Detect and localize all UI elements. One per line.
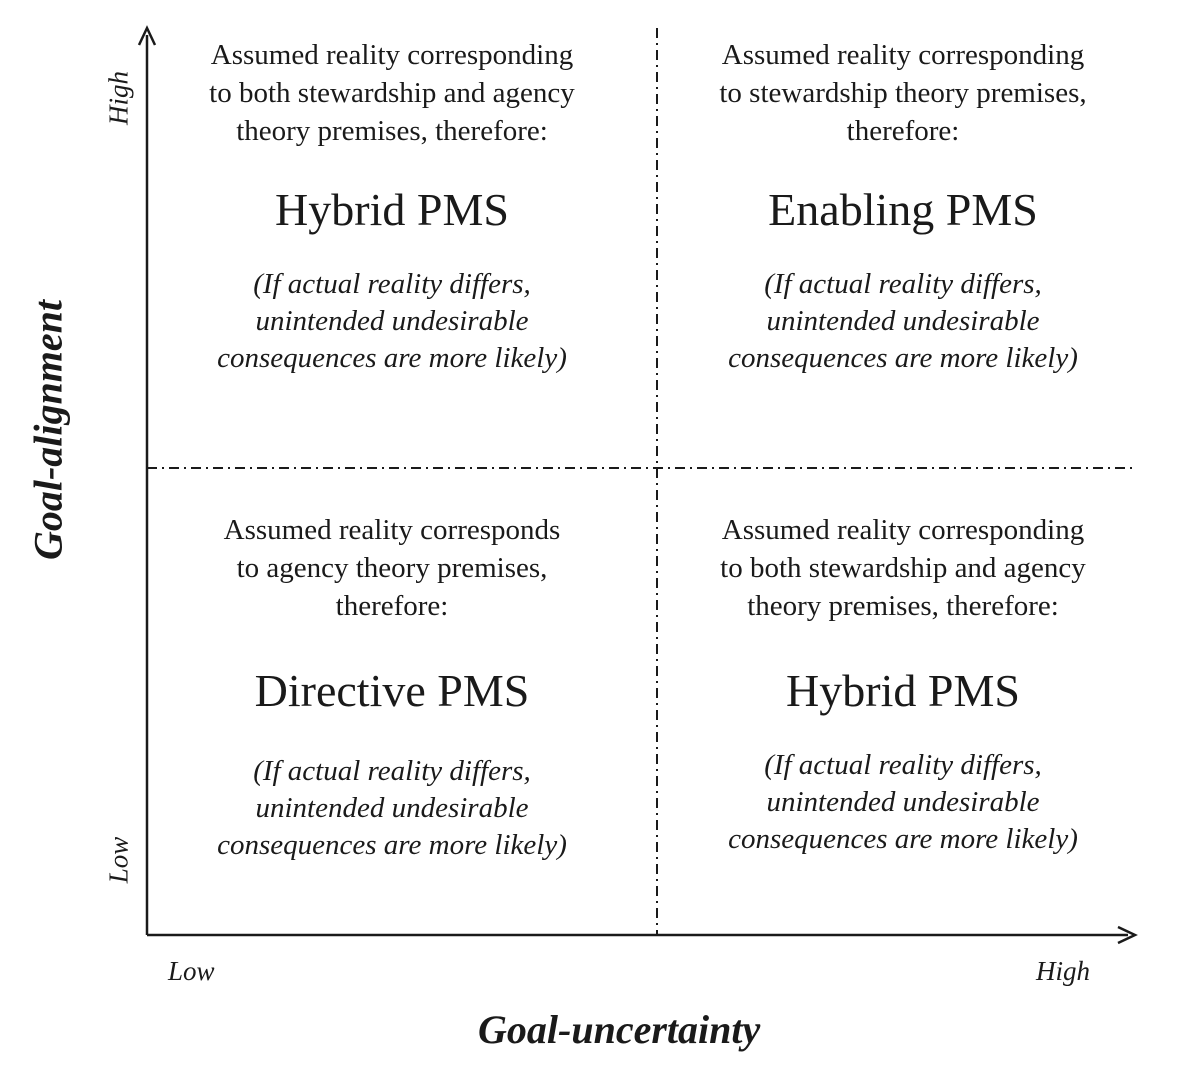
quadrant-bottom-left: [142, 511, 642, 864]
y-axis-low-label: Low: [103, 836, 134, 884]
quadrant-bottom-right: [653, 511, 1153, 858]
quadrant-premise: Assumed reality corresponding to both stewardship and agency theory premises, therefore:: [720, 514, 1086, 622]
quadrant-top-right: [653, 36, 1153, 377]
x-axis-title: Goal-uncertainty: [478, 1007, 761, 1052]
quadrant-premise: Assumed reality corresponds to agency theory premises, therefore:: [223, 514, 561, 622]
quadrant-note: (If actual reality differs, unintended undesirable consequences are more likely): [217, 755, 567, 861]
quadrant-pms-type: Hybrid PMS: [275, 184, 509, 235]
quadrant-pms-type: Directive PMS: [254, 665, 530, 716]
y-axis-title: Goal-alignment: [25, 299, 71, 561]
x-axis-low-label: Low: [168, 956, 215, 986]
quadrant-premise: Assumed reality corresponding to both stewardship and agency theory premises, therefore:: [209, 39, 575, 147]
quadrant-top-left: [142, 36, 642, 377]
quadrant-pms-type: Enabling PMS: [768, 184, 1038, 235]
quadrant-pms-type: Hybrid PMS: [786, 665, 1020, 716]
quadrant-premise: Assumed reality corresponding to stewardship theory premises, therefore:: [719, 39, 1087, 147]
quadrant-note: (If actual reality differs, unintended undesirable consequences are more likely): [728, 749, 1078, 855]
x-axis-high-label: High: [1036, 956, 1090, 986]
quadrant-note: (If actual reality differs, unintended undesirable consequences are more likely): [728, 268, 1078, 374]
y-axis-high-label: High: [103, 71, 134, 125]
quadrant-note: (If actual reality differs, unintended undesirable consequences are more likely): [217, 268, 567, 374]
